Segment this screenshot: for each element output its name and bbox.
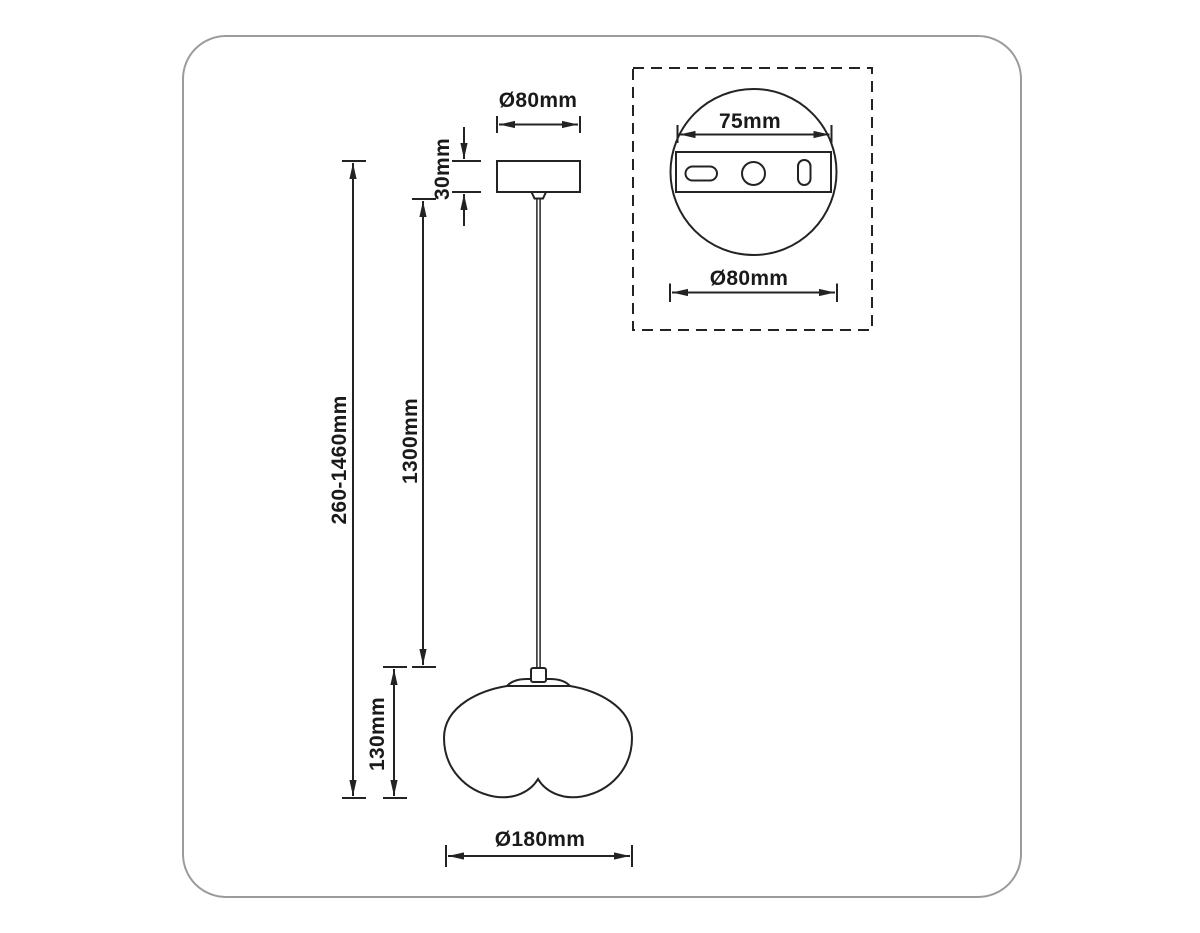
label-cord-length: 1300mm xyxy=(399,398,422,484)
canopy-cord-grip xyxy=(532,192,547,199)
label-overall-height: 260-1460mm xyxy=(328,395,351,525)
cord-connector xyxy=(531,668,546,682)
front-view xyxy=(444,161,632,797)
label-canopy-diameter: Ø80mm xyxy=(498,89,578,112)
label-canopy-height: 30mm xyxy=(431,138,454,200)
dim-canopy-diameter xyxy=(497,116,580,133)
suspension-cord xyxy=(537,198,540,669)
label-shade-diameter: Ø180mm xyxy=(494,828,586,851)
ceiling-canopy xyxy=(497,161,580,192)
label-base-diameter: Ø80mm xyxy=(709,267,789,290)
label-shade-height: 130mm xyxy=(366,697,389,771)
label-bracket-width: 75mm xyxy=(719,110,781,133)
glass-shade xyxy=(444,686,632,797)
dim-canopy-height xyxy=(452,127,481,226)
